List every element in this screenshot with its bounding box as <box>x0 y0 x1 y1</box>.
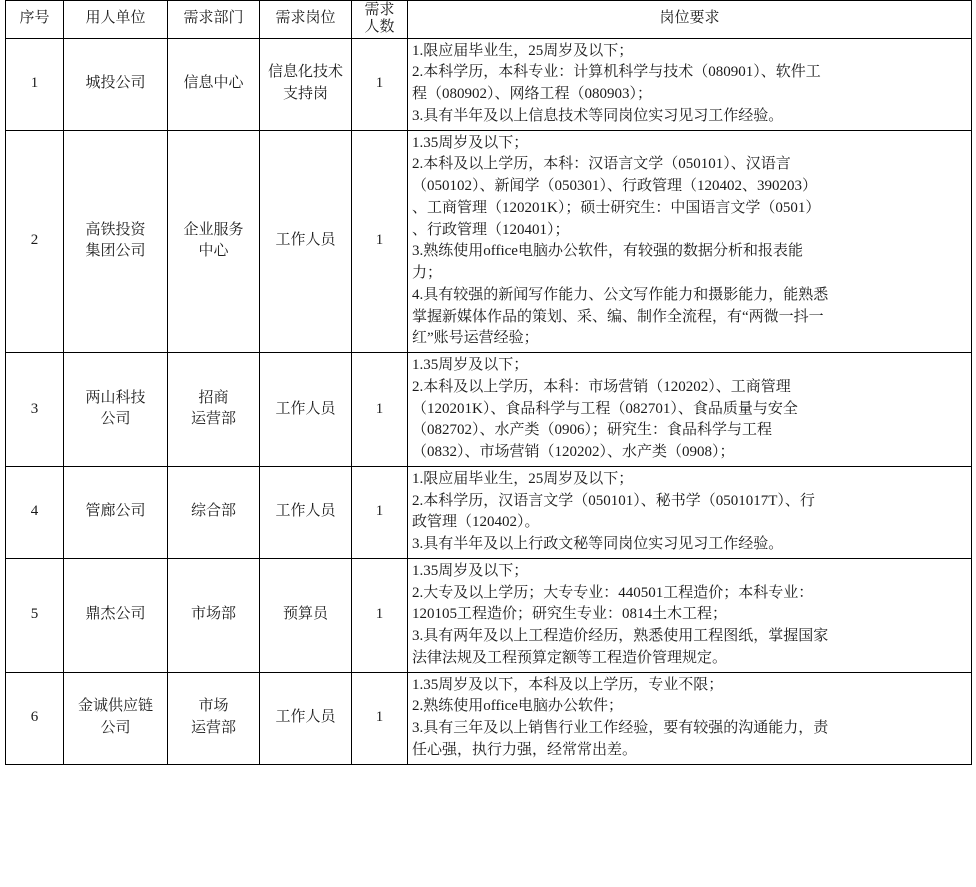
requirement-line: 1.35周岁及以下； <box>412 562 529 579</box>
cell-requirements <box>408 130 972 353</box>
cell-unit-line2: 公司 <box>100 720 131 736</box>
cell-post-line1: 信息化技术 <box>267 64 343 81</box>
cell-num: 1 <box>352 130 408 353</box>
cell-dept <box>168 672 260 764</box>
requirement-line: （050102）、新闻学（050301）、行政管理（120402、390203） <box>412 178 818 194</box>
table-header-row <box>6 1 972 39</box>
cell-unit-line1: 金诚供应链 <box>77 698 153 715</box>
table-row <box>6 672 972 764</box>
requirement-line: 1.限应届毕业生，25周岁及以下； <box>412 42 634 59</box>
cell-seq: 6 <box>6 672 64 764</box>
cell-dept: 市场部 <box>168 558 260 672</box>
cell-post: 工作人员 <box>260 672 352 764</box>
table-row <box>6 353 972 467</box>
cell-unit-line1: 高铁投资 <box>85 221 146 238</box>
requirement-line: 任心强，执行力强，经常常出差。 <box>412 741 638 758</box>
requirement-line: 掌握新媒体作品的策划、采、编、制作全流程，有“两微一抖一 <box>412 308 824 325</box>
header-requirements: 岗位要求 <box>408 1 972 39</box>
header-num-line1: 需求 <box>364 2 395 18</box>
cell-requirements <box>408 38 972 130</box>
cell-unit <box>64 353 168 467</box>
requirement-line: 3.具有三年及以上销售行业工作经验，要有较强的沟通能力，责 <box>412 720 829 736</box>
cell-unit: 鼎杰公司 <box>64 558 168 672</box>
requirement-line: 3.熟练使用office电脑办公软件，有较强的数据分析和报表能 <box>412 243 803 260</box>
table-row <box>6 130 972 353</box>
header-post: 需求岗位 <box>260 1 352 39</box>
cell-num: 1 <box>352 558 408 672</box>
cell-unit-line1: 两山科技 <box>85 389 146 406</box>
requirement-line: （0832）、市场营销（120202）、水产类（0908）； <box>412 444 735 460</box>
cell-post: 工作人员 <box>260 353 352 467</box>
cell-post: 工作人员 <box>260 130 352 353</box>
cell-dept-line1: 招商 <box>198 389 229 406</box>
header-num <box>352 1 408 39</box>
cell-post-line2: 支持岗 <box>282 86 328 102</box>
cell-dept <box>168 353 260 467</box>
requirement-line: 3.具有两年及以上工程造价经历，熟悉使用工程图纸，掌握国家 <box>412 628 829 644</box>
table-row <box>6 466 972 558</box>
requirement-line: 120105工程造价；研究生专业：0814土木工程； <box>412 606 728 623</box>
cell-requirements <box>408 672 972 764</box>
requirement-line: 红”账号运营经验； <box>412 330 539 347</box>
requirement-line: 1.限应届毕业生，25周岁及以下； <box>412 470 634 487</box>
cell-unit: 管廊公司 <box>64 466 168 558</box>
requirement-line: 程（080902）、网络工程（080903）； <box>412 86 653 102</box>
header-num-line2: 人数 <box>364 19 395 36</box>
header-seq: 序号 <box>6 1 64 39</box>
cell-requirements <box>408 466 972 558</box>
requirement-line: 2.本科学历，本科专业：计算机科学与技术（080901）、软件工 <box>412 64 821 81</box>
cell-seq: 4 <box>6 466 64 558</box>
cell-seq: 5 <box>6 558 64 672</box>
cell-seq: 1 <box>6 38 64 130</box>
cell-unit <box>64 672 168 764</box>
cell-num: 1 <box>352 466 408 558</box>
requirement-line: 、工商管理（120201K）；硕士研究生：中国语言文学（0501） <box>412 199 821 216</box>
cell-dept: 信息中心 <box>168 38 260 130</box>
requirement-line: 2.熟练使用office电脑办公软件； <box>412 698 623 715</box>
cell-dept <box>168 130 260 353</box>
cell-dept-line2: 中心 <box>198 243 229 260</box>
requirement-line: 力； <box>412 265 443 281</box>
cell-seq: 2 <box>6 130 64 353</box>
header-dept: 需求部门 <box>168 1 260 39</box>
cell-unit: 城投公司 <box>64 38 168 130</box>
requirement-line: （082702）、水产类（0906）；研究生：食品科学与工程 <box>412 422 773 439</box>
requirement-line: 2.本科及以上学历，本科：市场营销（120202）、工商管理 <box>412 378 791 395</box>
cell-post: 工作人员 <box>260 466 352 558</box>
cell-num: 1 <box>352 38 408 130</box>
cell-dept-line2: 运营部 <box>190 720 236 736</box>
requirement-line: 2.本科学历，汉语言文学（050101）、秘书学（0501017T）、行 <box>412 492 815 509</box>
cell-num: 1 <box>352 353 408 467</box>
requirement-line: 2.本科及以上学历，本科：汉语言文学（050101）、汉语言 <box>412 156 791 173</box>
cell-dept-line2: 运营部 <box>190 411 236 428</box>
requirement-line: 、行政管理（120401）； <box>412 221 570 238</box>
cell-unit-line2: 集团公司 <box>85 243 146 260</box>
cell-dept-line1: 市场 <box>198 698 229 715</box>
requirement-line: 3.具有半年及以上行政文秘等同岗位实习见习工作经验。 <box>412 536 784 552</box>
requirement-line: 1.35周岁及以下，本科及以上学历，专业不限； <box>412 676 724 693</box>
header-unit: 用人单位 <box>64 1 168 39</box>
requirement-line: 2.大专及以上学历；大专专业：440501工程造价；本科专业： <box>412 584 814 601</box>
requirement-line: 法律法规及工程预算定额等工程造价管理规定。 <box>412 649 728 666</box>
cell-seq: 3 <box>6 353 64 467</box>
cell-requirements <box>408 353 972 467</box>
cell-post <box>260 38 352 130</box>
requirement-line: 政管理（120402）。 <box>412 514 540 531</box>
cell-post: 预算员 <box>260 558 352 672</box>
recruitment-table <box>5 0 972 765</box>
requirement-line: 3.具有半年及以上信息技术等同岗位实习见习工作经验。 <box>412 107 784 124</box>
requirement-line: 1.35周岁及以下； <box>412 134 529 151</box>
requirement-line: 4.具有较强的新闻写作能力、公文写作能力和摄影能力，能熟悉 <box>412 286 829 303</box>
table-row <box>6 558 972 672</box>
cell-dept: 综合部 <box>168 466 260 558</box>
cell-dept-line1: 企业服务 <box>183 221 244 238</box>
table-row <box>6 38 972 130</box>
requirement-line: 1.35周岁及以下； <box>412 357 529 373</box>
cell-unit-line2: 公司 <box>100 411 131 428</box>
requirement-line: （120201K）、食品科学与工程（082701）、食品质量与安全 <box>412 400 798 417</box>
cell-requirements <box>408 558 972 672</box>
cell-unit <box>64 130 168 353</box>
cell-num: 1 <box>352 672 408 764</box>
